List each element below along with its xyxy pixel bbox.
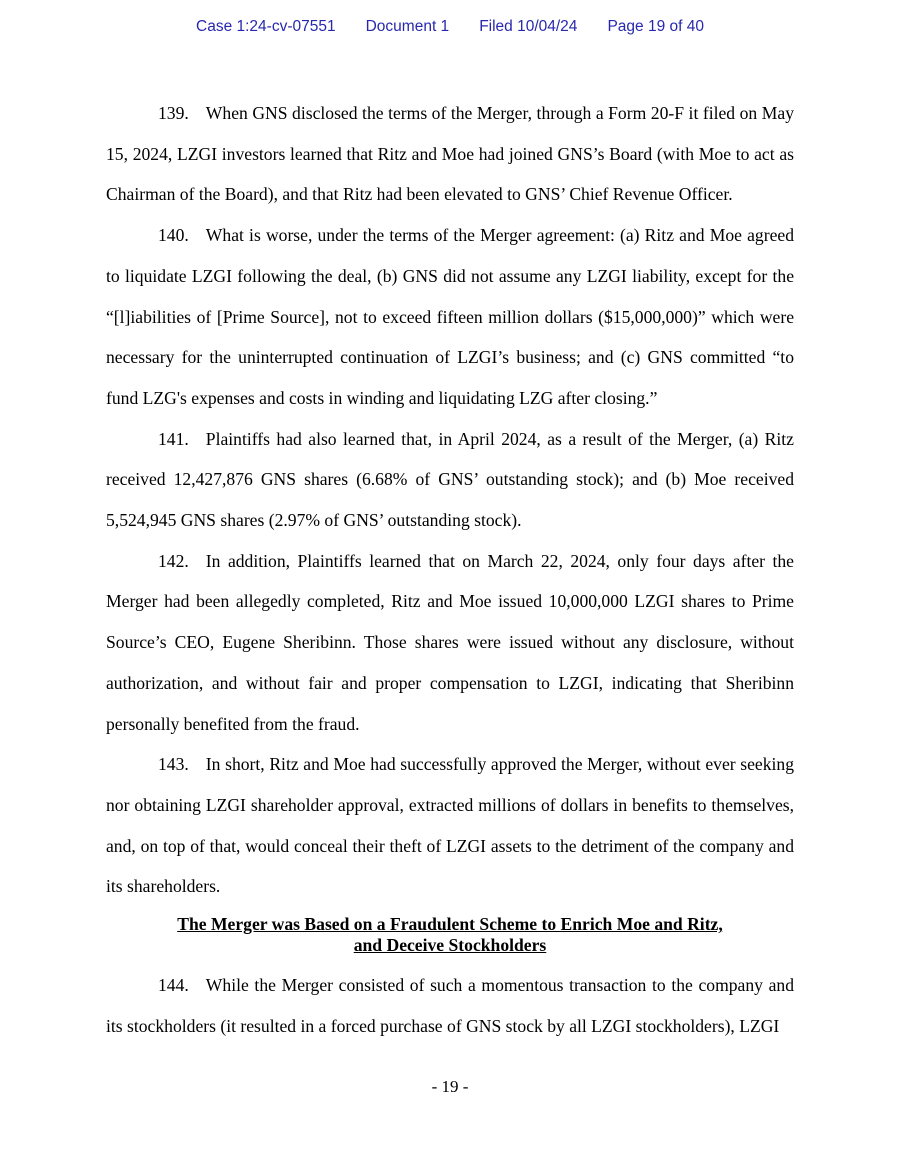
section-heading-line-1: The Merger was Based on a Fraudulent Scheme to Enrich Moe and Ritz, [177, 914, 723, 935]
paragraph-text: When GNS disclosed the terms of the Merger, through a Form 20-F it filed on May 15, 2024, LZGI investors learned that Ritz and Moe had joined GNS’s Board (with Moe to act as Chairman of the Board), and that Ritz had been elevated to GNS’ Chief Revenue Officer. [106, 103, 794, 205]
section-heading-line-2: and Deceive Stockholders [353, 935, 547, 956]
case-stamp-header [0, 18, 900, 36]
filed-date: Filed 10/04/24 [479, 18, 578, 35]
paragraph-number: 140. [158, 225, 189, 246]
case-number: Case 1:24-cv-07551 [196, 18, 336, 35]
page-number: - 19 - [431, 1077, 469, 1096]
page-number-footer [0, 1077, 900, 1097]
page-of-label: Page 19 of 40 [607, 18, 704, 35]
document-number: Document 1 [365, 18, 450, 35]
paragraph-139 [106, 93, 794, 215]
document-body [106, 93, 794, 1046]
paragraph-142 [106, 541, 794, 745]
paragraph-144 [106, 965, 794, 1046]
paragraph-text: What is worse, under the terms of the Merger agreement: (a) Ritz and Moe agreed to liquidate LZGI following the deal, (b) GNS did not assume any LZGI liability, except for the “[l]iabilities of [Prime Source], not to exceed fifteen million dollars ($15,000,000)” which were necessary for the uninterrupted continuation of LZGI’s business; and (c) GNS committed “to fund LZG's expenses and costs in winding and liquidating LZG after closing.” [106, 225, 794, 408]
paragraph-text: In short, Ritz and Moe had successfully approved the Merger, without ever seeking nor obtaining LZGI shareholder approval, extracted millions of dollars in benefits to themselves, and, on top of that, would conceal their theft of LZGI assets to the detriment of the company and its shareholders. [106, 754, 794, 897]
paragraph-143 [106, 744, 794, 907]
paragraph-140 [106, 215, 794, 419]
section-heading [106, 914, 794, 956]
paragraph-number: 139. [158, 103, 189, 123]
paragraph-141 [106, 419, 794, 541]
paragraph-number: 144. [158, 975, 189, 996]
paragraph-text: Plaintiffs had also learned that, in April 2024, as a result of the Merger, (a) Ritz received 12,427,876 GNS shares (6.68% of GNS’ outstanding stock); and (b) Moe received 5,524,945 GNS shares (2.97% of GNS’ outstanding stock). [106, 428, 794, 531]
paragraph-text: In addition, Plaintiffs learned that on March 22, 2024, only four days after the Merger had been allegedly completed, Ritz and Moe issued 10,000,000 LZGI shares to Prime Source’s CEO, Eugene Sheribinn. Those shares were issued without any disclosure, without authorization, and without fair and proper compensation to LZGI, indicating that Sheribinn personally benefited from the fraud. [106, 550, 794, 734]
paragraph-text: While the Merger consisted of such a momentous transaction to the company and its stockholders (it resulted in a forced purchase of GNS stock by all LZGI stockholders), LZGI [106, 975, 794, 1036]
paragraph-number: 143. [158, 754, 189, 775]
paragraph-number: 142. [158, 550, 189, 571]
paragraph-number: 141. [158, 428, 189, 449]
